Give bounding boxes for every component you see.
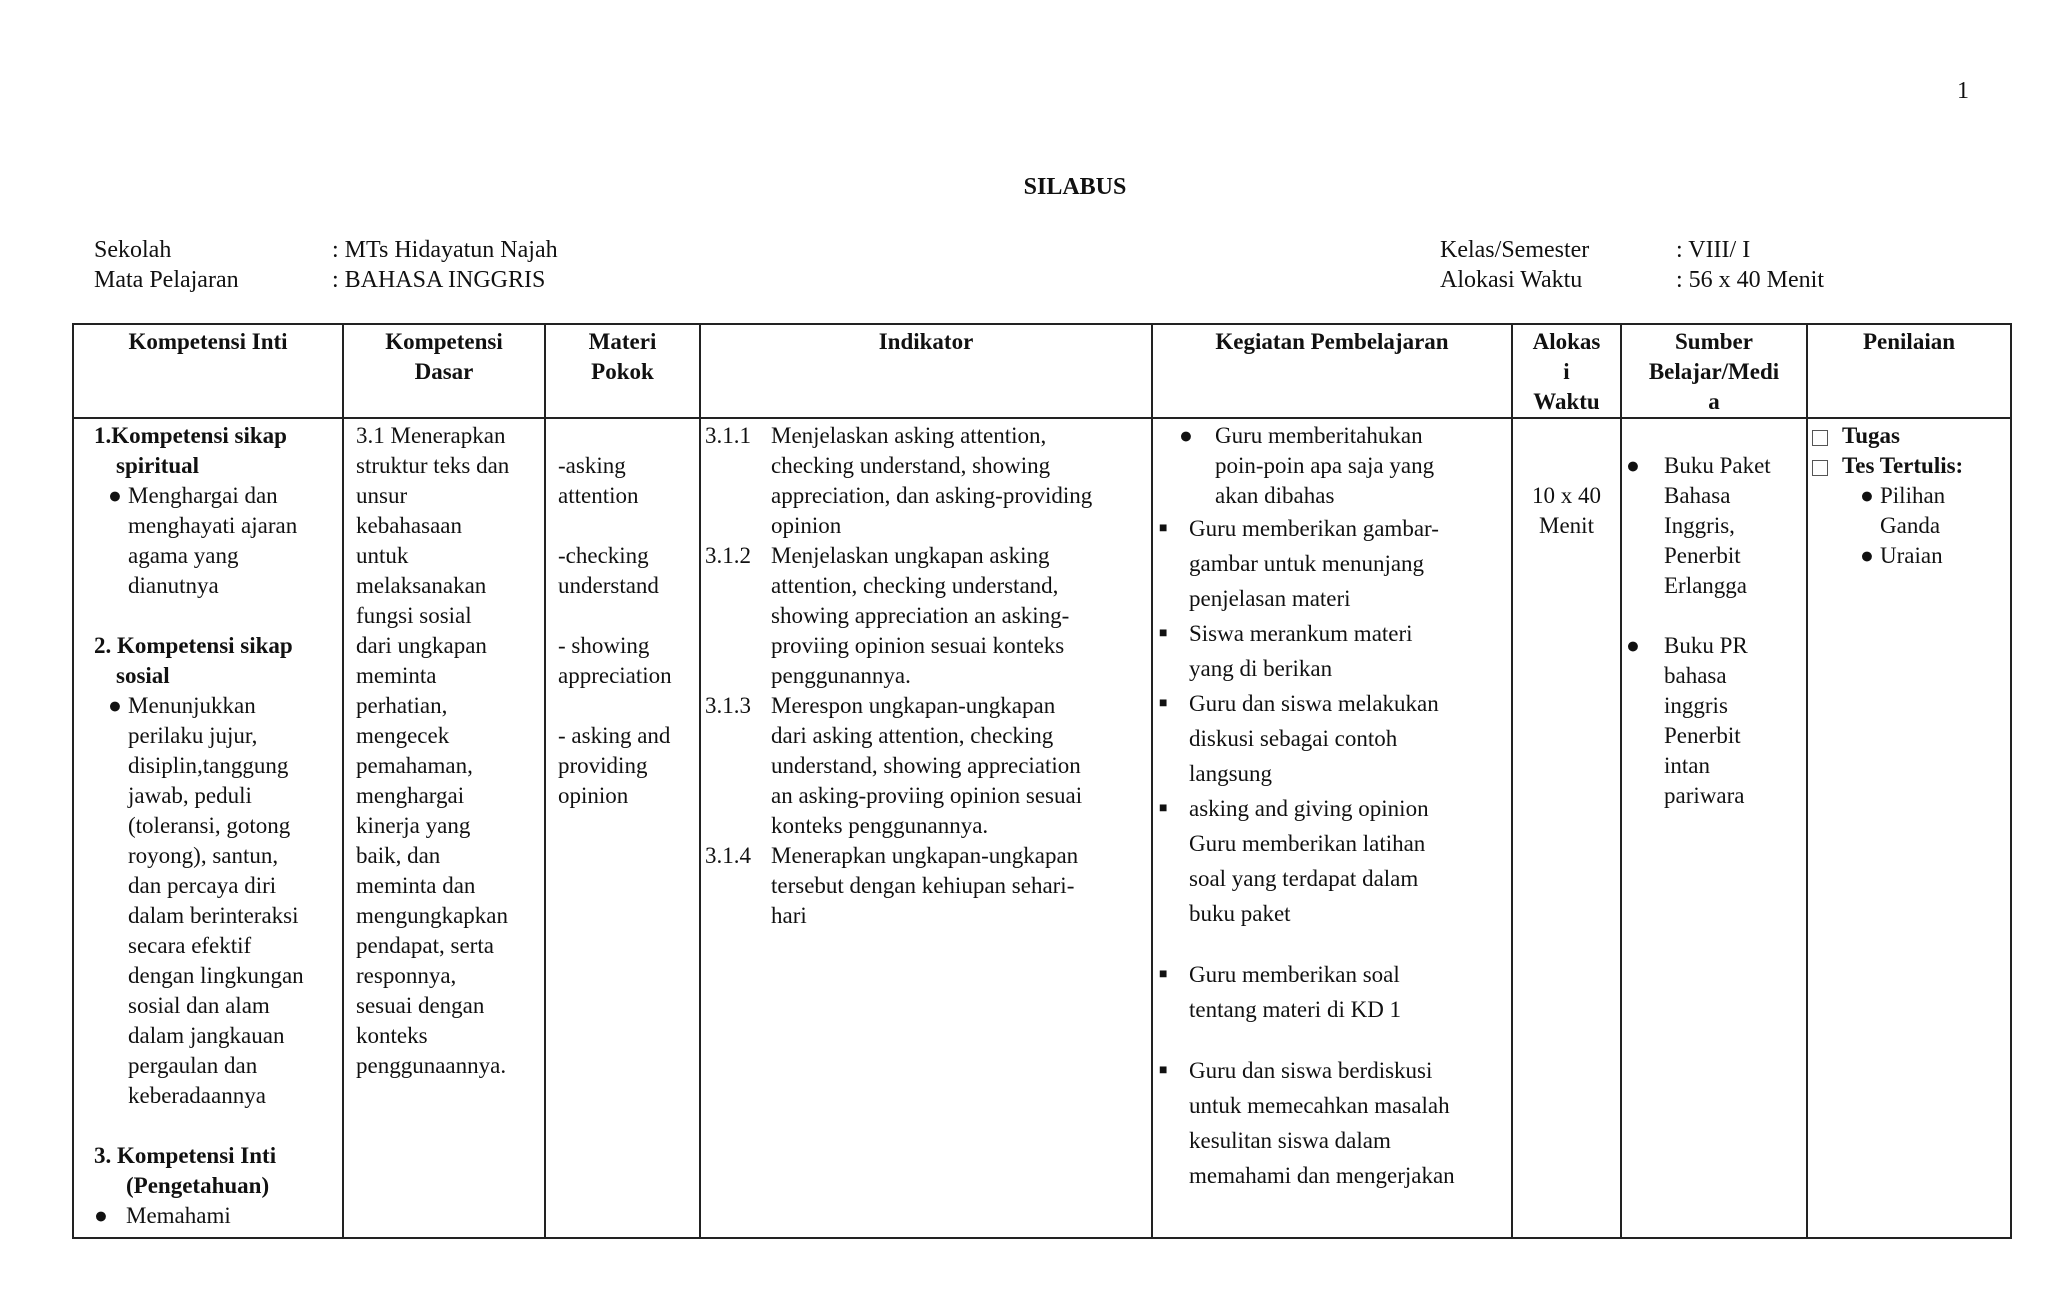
square-bullet-icon: ■ [1159, 696, 1168, 711]
materi-item: - showing appreciation [558, 633, 672, 688]
meta-right [1440, 235, 1824, 295]
checkbox-icon [1812, 460, 1828, 476]
bullet-icon: ● [108, 693, 122, 718]
ki-heading-3b: (Pengetahuan) [126, 1173, 270, 1198]
materi-item: - asking and providing opinion [558, 723, 671, 808]
meta-key: Mata Pelajaran [94, 267, 239, 293]
cell-kompetensi-dasar: 3.1 Menerapkan struktur teks dan unsur kebahasaan untuk melaksanakan fungsi sosial dari ungkapan meminta perhatian, mengecek pemahaman, menghargai kinerja yang baik, dan meminta dan mengungkapkan pendapat, serta responnya, sesuai dengan konteks penggunaannya. [343, 418, 545, 1238]
header-kompetensi-inti: Kompetensi Inti [73, 324, 343, 418]
table-row [73, 418, 2011, 1238]
meta-key: Alokasi Waktu [1440, 267, 1583, 293]
penilaian-tugas: Tugas [1812, 421, 2002, 451]
cell-alokasi-waktu: 10 x 40 Menit [1512, 418, 1621, 1238]
header-materi-pokok: Materi Pokok [545, 324, 700, 418]
list-item: ● Menunjukkan perilaku jujur, disiplin,tanggung jawab, peduli (toleransi, gotong royong), santun, dan percaya diri dalam berinteraksi secara efektif dengan lingkungan sosial dan alam dalam jangkauan pergaulan dan keberadaannya [94, 691, 334, 1111]
meta-row-alokasi [1440, 265, 1824, 295]
square-bullet-icon: ■ [1159, 801, 1168, 816]
page-number: 1 [1957, 78, 1969, 104]
ki-heading-1: 1.Kompetensi sikap [94, 423, 287, 448]
list-item: ● Guru memberitahukan poin-poin apa saja yang akan dibahas [1159, 421, 1503, 511]
ki-heading-2b: sosial [116, 663, 170, 688]
list-item: ■ Guru memberikan gambar- gambar untuk menunjang penjelasan materi [1159, 511, 1503, 616]
bullet-icon: ● [1179, 423, 1193, 448]
bullet-icon: ● [1860, 483, 1874, 508]
materi-item: -checking understand [558, 543, 659, 598]
cell-kegiatan [1152, 418, 1512, 1238]
list-item: ● Pilihan Ganda [1812, 481, 2002, 541]
cell-penilaian [1807, 418, 2011, 1238]
list-item: ■ Guru memberikan soal tentang materi di KD 1 [1159, 957, 1503, 1027]
list-item: ● Buku PR bahasa inggris Penerbit intan pariwara [1626, 631, 1798, 811]
list-item: ● Menghargai dan menghayati ajaran agama yang dianutnya [94, 481, 334, 601]
bullet-icon: ● [108, 483, 122, 508]
meta-key: Sekolah [94, 237, 172, 263]
meta-row-kelas [1440, 235, 1824, 265]
list-item: ■ Guru dan siswa berdiskusi untuk memecahkan masalah kesulitan siswa dalam memahami dan mengerjakan [1159, 1053, 1503, 1193]
ki-heading-2: 2. Kompetensi sikap [94, 633, 293, 658]
indikator-item: 3.1.3 Merespon ungkapan-ungkapan dari asking attention, checking understand, showing appreciation an asking-proviing opinion sesuai konteks penggunannya. [705, 693, 1083, 838]
meta-row-mapel [94, 265, 558, 295]
header-alokasi-waktu: Alokas i Waktu [1512, 324, 1621, 418]
document-title: SILABUS [1023, 174, 1127, 200]
list-item: ■ asking and giving opinion Guru memberikan latihan soal yang terdapat dalam buku paket [1159, 791, 1503, 931]
header-kompetensi-dasar: Kompetensi Dasar [343, 324, 545, 418]
cell-materi-pokok [545, 418, 700, 1238]
meta-left [94, 235, 558, 295]
header-kegiatan: Kegiatan Pembelajaran [1152, 324, 1512, 418]
bullet-icon: ● [1626, 453, 1640, 478]
square-bullet-icon: ■ [1159, 967, 1168, 982]
checkbox-icon [1812, 430, 1828, 446]
penilaian-tes: Tes Tertulis: [1812, 451, 2002, 481]
meta-value: : 56 x 40 Menit [1676, 267, 1824, 293]
syllabus-table [72, 323, 2012, 1239]
ki-heading-1b: spiritual [116, 453, 200, 478]
ki-heading-3: 3. Kompetensi Inti [94, 1143, 277, 1168]
header-indikator: Indikator [700, 324, 1152, 418]
meta-value: : MTs Hidayatun Najah [332, 237, 558, 263]
meta-value: : BAHASA INGGRIS [332, 267, 546, 293]
cell-indikator [700, 418, 1152, 1238]
header-row [73, 324, 2011, 418]
cell-kompetensi-inti [73, 418, 343, 1238]
list-item: ■ Siswa merankum materi yang di berikan [1159, 616, 1503, 686]
cell-sumber-belajar [1621, 418, 1807, 1238]
materi-item: -asking attention [558, 453, 639, 508]
bullet-icon: ● [1860, 543, 1874, 568]
list-item: ● Buku Paket Bahasa Inggris, Penerbit Erlangga [1626, 451, 1798, 601]
meta-key: Kelas/Semester [1440, 237, 1590, 263]
meta-row-sekolah [94, 235, 558, 265]
indikator-item: 3.1.1 Menjelaskan asking attention, checking understand, showing appreciation, dan asking-providing opinion [705, 423, 1093, 538]
meta-value: : VIII/ I [1676, 237, 1751, 263]
list-item: ● Memahami [94, 1201, 334, 1231]
square-bullet-icon: ■ [1159, 1063, 1168, 1078]
bullet-icon: ● [1626, 633, 1640, 658]
header-sumber-belajar: Sumber Belajar/Medi a [1621, 324, 1807, 418]
square-bullet-icon: ■ [1159, 626, 1168, 641]
indikator-item: 3.1.4 Menerapkan ungkapan-ungkapan tersebut dengan kehiupan sehari- hari [705, 843, 1079, 928]
bullet-icon: ● [94, 1203, 108, 1228]
square-bullet-icon: ■ [1159, 521, 1168, 536]
list-item: ■ Guru dan siswa melakukan diskusi sebagai contoh langsung [1159, 686, 1503, 791]
indikator-item: 3.1.2 Menjelaskan ungkapan asking attention, checking understand, showing appreciation an asking- proviing opinion sesuai konteks penggunannya. [705, 543, 1070, 688]
list-item: ● Uraian [1812, 541, 2002, 571]
header-penilaian: Penilaian [1807, 324, 2011, 418]
